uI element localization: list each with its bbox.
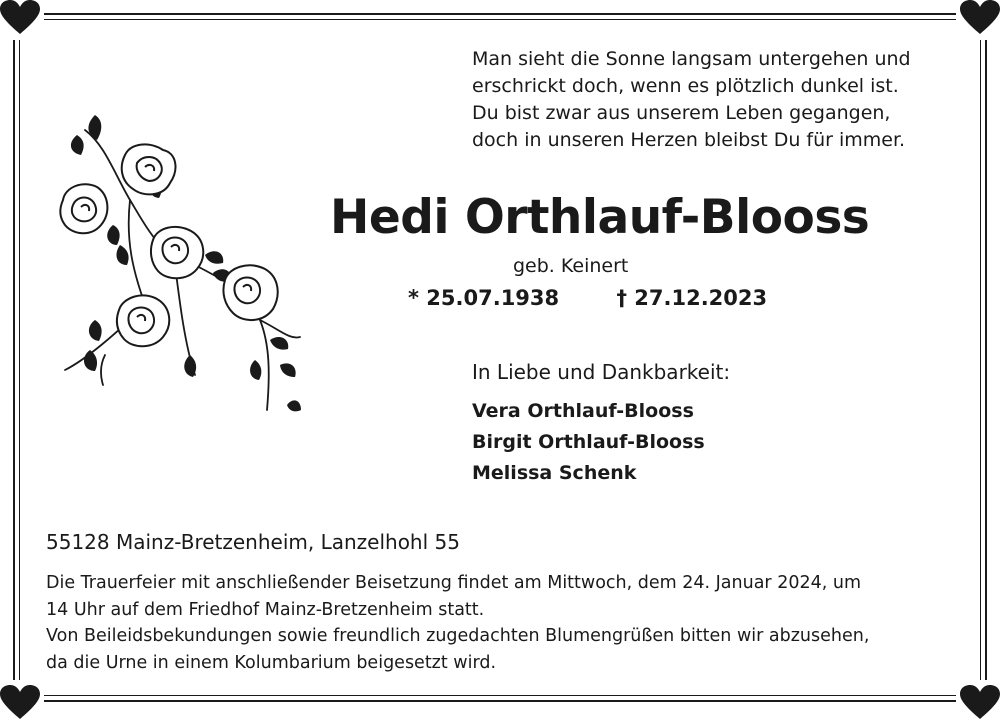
mourner-name: Melissa Schenk [472,462,637,484]
address: 55128 Mainz-Bretzenheim, Lanzelhohl 55 [46,530,460,554]
mourner-name: Birgit Orthlauf-Blooss [472,431,705,453]
mourners-intro: In Liebe und Dankbarkeit: [472,360,731,384]
frame-bottom-line-inner [44,695,956,696]
notice-line: Die Trauerfeier mit anschließender Beisetzung findet am Mittwoch, dem 24. Januar 2024, um [46,573,861,593]
roses-illustration [55,105,315,425]
death-date: † 27.12.2023 [616,286,768,310]
notice-line: da die Urne in einem Kolumbarium beigesetzt wird. [46,652,497,673]
frame-right-line-inner [980,40,981,680]
poem-line: Du bist zwar aus unserem Leben gegangen, [472,102,891,124]
frame-top-line-inner [44,19,956,20]
frame-left-line-inner [19,40,20,680]
notice-line: Von Beileidsbekundungen sowie freundlich zugedachten Blumengrüßen bitten wir abzusehen, [46,626,870,646]
heart-icon [0,0,40,36]
poem [472,46,972,154]
frame-left-line [13,40,15,680]
frame-top-line [44,13,956,15]
deceased-name: Hedi Orthlauf-Blooss [330,190,870,245]
mourner-name: Vera Orthlauf-Blooss [472,400,694,422]
life-dates [408,286,767,310]
notice-line: 14 Uhr auf dem Friedhof Mainz-Bretzenheim statt. [46,599,485,620]
heart-icon [0,685,40,721]
poem-line: doch in unseren Herzen bleibst Du für immer. [472,129,906,151]
birth-date: * 25.07.1938 [408,286,560,310]
poem-line: Man sieht die Sonne langsam untergehen und [472,48,911,70]
birth-name: geb. Keinert [513,255,629,277]
mourners-list [472,396,705,489]
poem-line: erschrickt doch, wenn es plötzlich dunkel ist. [472,75,899,97]
heart-icon [960,0,1000,36]
heart-icon [960,685,1000,721]
frame-bottom-line [44,700,956,702]
frame-right-line [985,40,987,680]
funeral-notice [46,570,966,676]
